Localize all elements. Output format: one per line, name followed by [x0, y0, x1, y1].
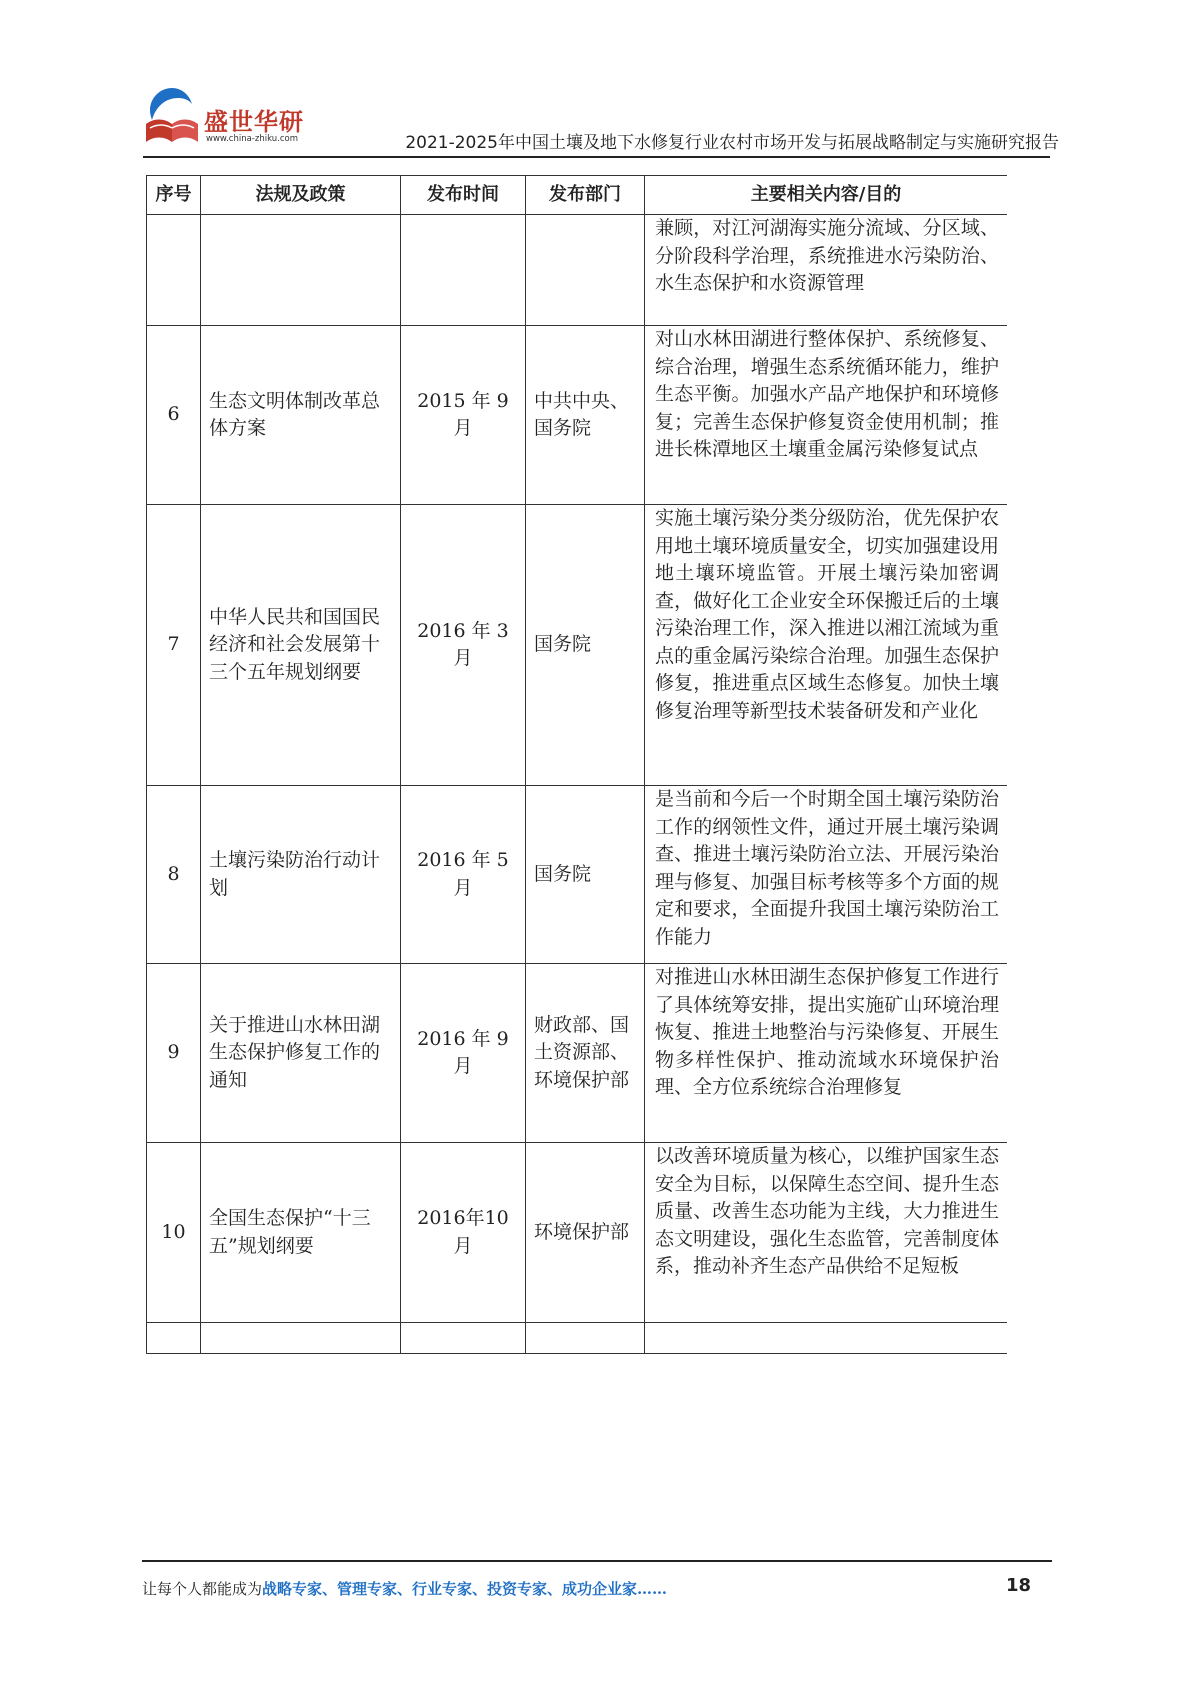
cell-no: 8: [147, 786, 201, 964]
cell-no: 10: [147, 1143, 201, 1323]
header-policy: 法规及政策: [201, 176, 401, 215]
cell-empty: [645, 1323, 1008, 1354]
cell-policy: 关于推进山水林田湖生态保护修复工作的通知: [201, 964, 401, 1143]
cell-content: 兼顾，对江河湖海实施分流域、分区域、分阶段科学治理，系统推进水污染防治、水生态保护和水资源管理: [645, 215, 1008, 326]
cell-content: 是当前和今后一个时期全国土壤污染防治工作的纲领性文件，通过开展土壤污染调查、推进土壤污染防治立法、开展污染治理与修复、加强目标考核等多个方面的规定和要求，全面提升我国土壤污染防治工作能力: [645, 786, 1008, 964]
cell-no: 6: [147, 326, 201, 505]
cell-date: [401, 215, 526, 326]
cell-dept: 国务院: [526, 786, 645, 964]
cell-dept: [526, 215, 645, 326]
table-row-partial: [147, 1323, 1008, 1354]
cell-content: 以改善环境质量为核心，以维护国家生态安全为目标，以保障生态空间、提升生态质量、改善生态功能为主线，大力推进生态文明建设，强化生态监管，完善制度体系，推动补齐生态产品供给不足短板: [645, 1143, 1008, 1323]
page-number: 18: [1006, 1575, 1032, 1596]
cell-dept: 环境保护部: [526, 1143, 645, 1323]
table-row: [147, 505, 1008, 786]
page-header: [0, 0, 1191, 160]
cell-content: 对山水林田湖进行整体保护、系统修复、综合治理，增强生态系统循环能力，维护生态平衡。加强水产品产地保护和环境修复；完善生态保护修复资金使用机制；推进长株潭地区土壤重金属污染修复试点: [645, 326, 1008, 505]
header-divider: [143, 156, 1050, 158]
cell-no: 9: [147, 964, 201, 1143]
cell-date: 2016 年 3 月: [401, 505, 526, 786]
policy-table-container: [146, 175, 1007, 1410]
cell-policy: [201, 215, 401, 326]
cell-policy: 中华人民共和国国民经济和社会发展第十三个五年规划纲要: [201, 505, 401, 786]
cell-no: 7: [147, 505, 201, 786]
header-no: 序号: [147, 176, 201, 215]
footer-slogan: [142, 1578, 667, 1599]
cell-date: 2016年10月: [401, 1143, 526, 1323]
cell-date: 2016 年 5 月: [401, 786, 526, 964]
table-row: [147, 326, 1008, 505]
cell-content: 对推进山水林田湖生态保护修复工作进行了具体统筹安排，提出实施矿山环境治理恢复、推进土地整治与污染修复、开展生物多样性保护、推动流域水环境保护治理、全方位系统综合治理修复: [645, 964, 1008, 1143]
cell-empty: [526, 1323, 645, 1354]
cell-date: 2015 年 9 月: [401, 326, 526, 505]
cell-dept: 中共中央、国务院: [526, 326, 645, 505]
header-dept: 发布部门: [526, 176, 645, 215]
cell-content: 实施土壤污染分类分级防治，优先保护农用地土壤环境质量安全，切实加强建设用地土壤环境监管。开展土壤污染加密调查，做好化工企业安全环保搬迁后的土壤污染治理工作，深入推进以湘江流域为重点的重金属污染综合治理。加强生态保护修复，推进重点区域生态修复。加快土壤修复治理等新型技术装备研发和产业化: [645, 505, 1008, 786]
company-logo: [142, 84, 322, 154]
report-title: 2021-2025年中国土壤及地下水修复行业农村市场开发与拓展战略制定与实施研究报告: [405, 133, 1059, 153]
cell-empty: [401, 1323, 526, 1354]
cell-policy: 生态文明体制改革总体方案: [201, 326, 401, 505]
logo-text: 盛世华研: [204, 108, 304, 136]
logo-url: www.china-zhiku.com: [206, 134, 298, 144]
cell-empty: [201, 1323, 401, 1354]
cell-date: 2016 年 9 月: [401, 964, 526, 1143]
header-content: 主要相关内容/目的: [645, 176, 1008, 215]
table-row: [147, 964, 1008, 1143]
cell-policy: 土壤污染防治行动计划: [201, 786, 401, 964]
policy-table: [146, 175, 1007, 1354]
cell-dept: 国务院: [526, 505, 645, 786]
cell-policy: 全国生态保护“十三五”规划纲要: [201, 1143, 401, 1323]
cell-no: [147, 215, 201, 326]
slogan-highlight: 战略专家、管理专家、行业专家、投资专家、成功企业家……: [262, 1580, 668, 1598]
table-row-continuation: [147, 215, 1008, 326]
cell-empty: [147, 1323, 201, 1354]
slogan-prefix: 让每个人都能成为: [142, 1580, 263, 1598]
header-date: 发布时间: [401, 176, 526, 215]
table-header-row: [147, 176, 1008, 215]
logo-book-icon: [142, 84, 202, 148]
footer-divider: [142, 1560, 1052, 1562]
cell-dept: 财政部、国土资源部、环境保护部: [526, 964, 645, 1143]
table-row: [147, 1143, 1008, 1323]
table-row: [147, 786, 1008, 964]
